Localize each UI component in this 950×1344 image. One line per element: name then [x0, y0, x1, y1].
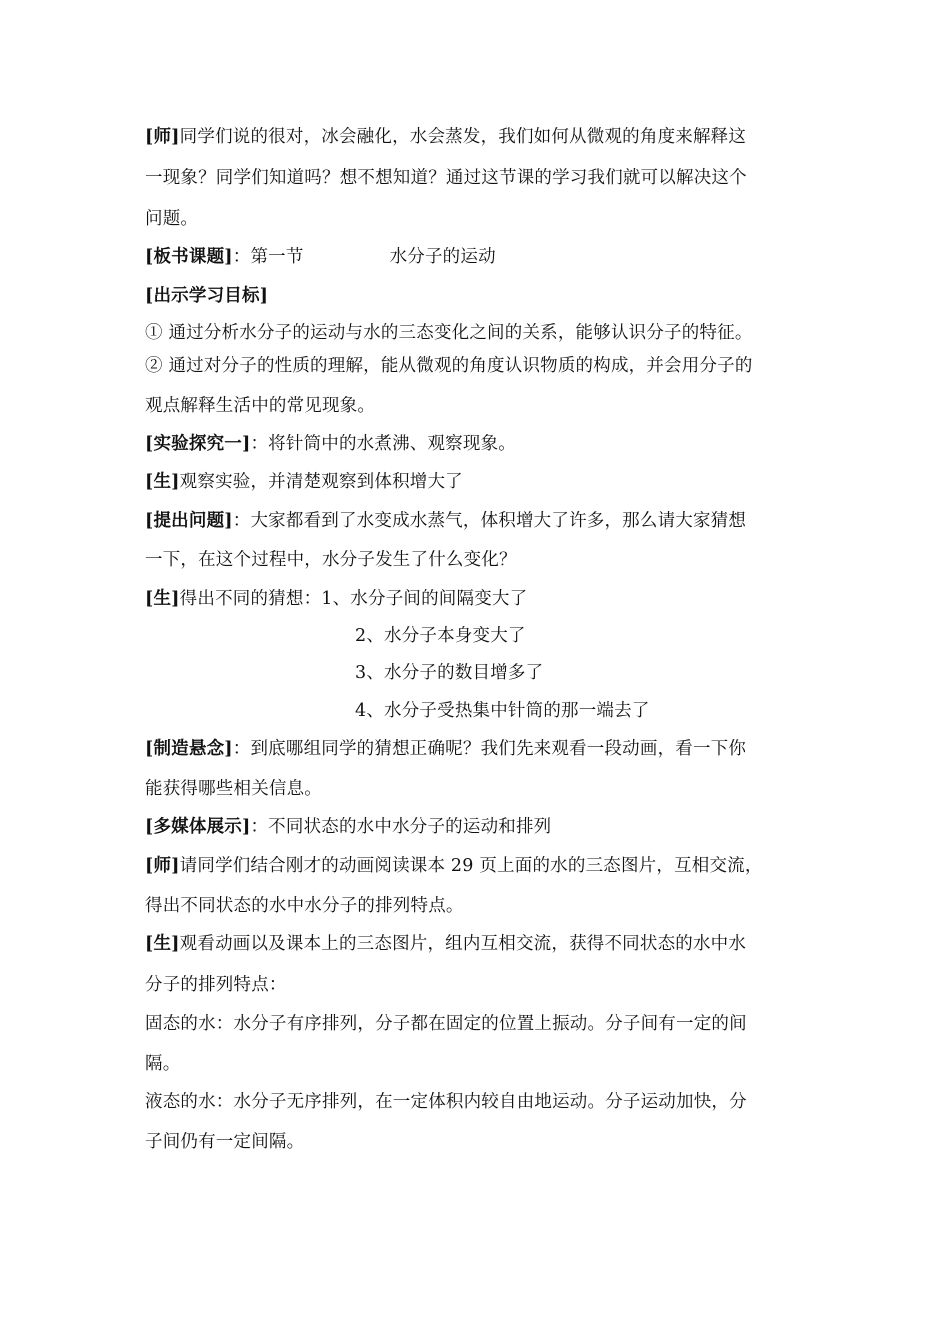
student-discussion-line2: 分子的排列特点： [145, 975, 287, 995]
speaker-tag: [生] [145, 472, 180, 492]
liquid-water-line1: 液态的水：水分子无序排列，在一定体积内较自由地运动。分子运动加快，分 [145, 1092, 747, 1112]
speaker-tag: [生] [145, 589, 180, 609]
learning-goal-1: ① 通过分析水分子的运动与水的三态变化之间的关系，能够认识分子的特征。 [145, 323, 753, 343]
paragraph-text: ：将针筒中的水煮沸、观察现象。 [250, 434, 516, 454]
paragraph-text: 同学们说的很对，冰会融化，水会蒸发，我们如何从微观的角度来解释这 [179, 127, 747, 147]
speaker-tag: [师] [145, 856, 180, 876]
suspense-line1 [145, 738, 746, 760]
teacher-reading-line1 [145, 855, 763, 877]
solid-water-line1: 固态的水：水分子有序排列，分子都在固定的位置上振动。分子间有一定的间 [145, 1014, 747, 1034]
lesson-section: ：第一节 [232, 247, 304, 267]
guess-item-3: 3、水分子的数目增多了 [355, 663, 544, 683]
speaker-tag: [生] [145, 934, 180, 954]
experiment-one-line [145, 433, 516, 455]
paragraph-text: 观察实验，并清楚观察到体积增大了 [179, 472, 463, 492]
section-tag: [多媒体展示] [145, 817, 251, 837]
student-guess-line [145, 588, 527, 610]
lesson-title-line [145, 246, 496, 268]
solid-water-line2: 隔。 [145, 1054, 181, 1074]
learning-goal-2-line1: ② 通过对分子的性质的理解，能从微观的角度认识物质的构成，并会用分子的 [145, 356, 753, 376]
paragraph-text: 得出不同的猜想：1、水分子间的间隔变大了 [179, 589, 528, 609]
paragraph-text: ：不同状态的水中水分子的运动和排列 [250, 817, 552, 837]
guess-item-2: 2、水分子本身变大了 [355, 626, 526, 646]
student-discussion-line1 [145, 933, 746, 955]
suspense-line2: 能获得哪些相关信息。 [145, 779, 322, 799]
speaker-tag: [师] [145, 127, 180, 147]
paragraph-text: ：到底哪组同学的猜想正确呢？我们先来观看一段动画，看一下你 [232, 739, 747, 759]
paragraph-teacher-intro-line3: 问题。 [145, 209, 199, 229]
paragraph-teacher-intro-line1 [145, 126, 746, 148]
lesson-title: 水分子的运动 [389, 247, 496, 267]
paragraph-text: ：大家都看到了水变成水蒸气，体积增大了许多，那么请大家猜想 [232, 511, 747, 531]
section-tag: [制造悬念] [145, 739, 233, 759]
guess-item-4: 4、水分子受热集中针筒的那一端去了 [355, 701, 650, 721]
learning-goal-2-line2: 观点解释生活中的常见现象。 [145, 396, 376, 416]
question-line1 [145, 510, 746, 532]
section-tag: [实验探究一] [145, 434, 251, 454]
question-line2: 一下，在这个过程中，水分子发生了什么变化？ [145, 550, 517, 570]
section-tag: [板书课题] [145, 247, 233, 267]
paragraph-text: 观看动画以及课本上的三态图片，组内互相交流，获得不同状态的水中水 [179, 934, 747, 954]
learning-goals-heading: [出示学习目标] [145, 286, 269, 306]
student-observation-line [145, 471, 463, 493]
section-tag: [提出问题] [145, 511, 233, 531]
multimedia-line [145, 816, 551, 838]
paragraph-text: 请同学们结合刚才的动画阅读课本 29 页上面的水的三态图片，互相交流， [179, 856, 763, 876]
liquid-water-line2: 子间仍有一定间隔。 [145, 1132, 305, 1152]
teacher-reading-line2: 得出不同状态的水中水分子的排列特点。 [145, 896, 464, 916]
paragraph-teacher-intro-line2: 一现象？同学们知道吗？想不想知道？通过这节课的学习我们就可以解决这个 [145, 168, 747, 188]
